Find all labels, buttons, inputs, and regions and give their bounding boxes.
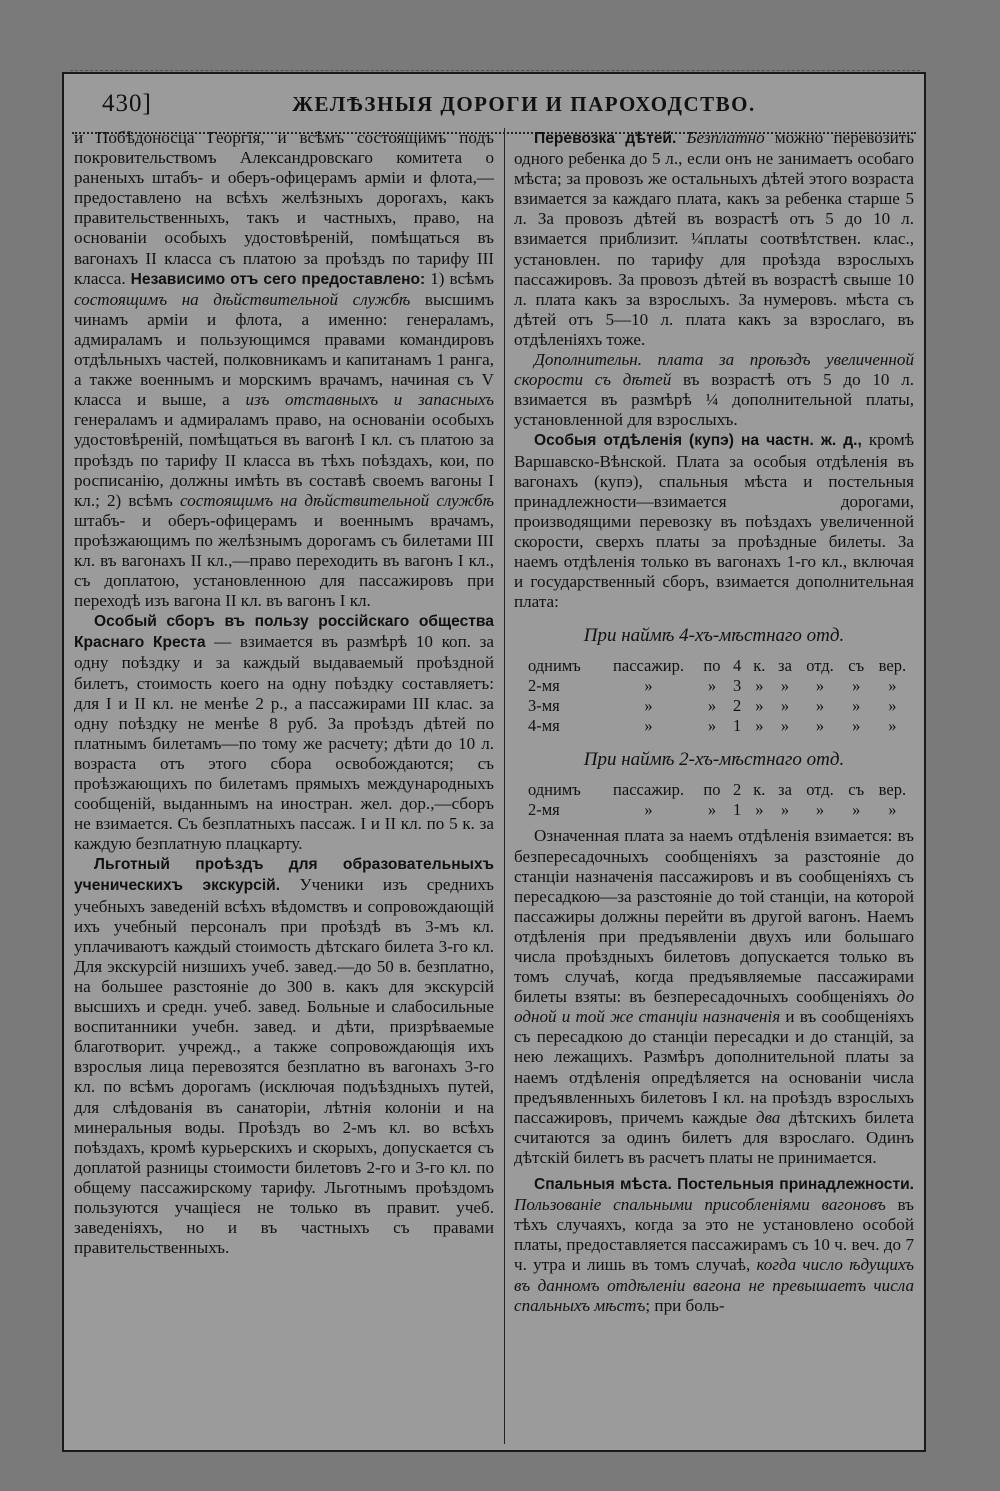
- table-cell: 3-мя: [528, 696, 560, 716]
- section-heading-inline: Независимо отъ сего предоставлено:: [130, 270, 426, 288]
- table-cell: »: [888, 696, 897, 716]
- text-run: штабъ- и оберъ-офицерамъ и военнымъ врачамъ, проѣзжающимъ по желѣзнымъ дорогамъ съ билетами III кл. въ вагонахъ II кл.,—право переходить въ вагонъ I кл., съ доплатою, установленною для пассажировъ при переходѣ изъ вагона II кл. въ вагонъ I кл.: [74, 510, 494, 611]
- table-cell: вер.: [878, 780, 907, 800]
- text-run: и въ сообщеніяхъ съ пересадкою до станціи пересадки и до станцій, за нею лежащихъ. Размѣръ дополнительной платы за наемъ отдѣленія опредѣляется на основаніи числа предъявленныхъ билетовъ I кл. на проѣздъ взрослыхъ пассажировъ, причемъ каждые: [514, 1007, 914, 1127]
- table-cell: 2: [733, 780, 742, 800]
- text-run: высшимъ чинамъ арміи и флота, а именно: генераламъ, адмираламъ и пользующимся правами командировъ отдѣльныхъ частей, полковникамъ и капитанамъ 1 ранга, а также военнымъ и морскимъ врачамъ, начиная съ V класса и выше, а: [74, 289, 494, 410]
- text-run: кромѣ Варшавско-Вѣнской. Плата за особыя отдѣленія въ вагонахъ (купэ), спальныя мѣста и постельныя принадлежности—взимается дорогами, производящими перевозку въ поѣздахъ увеличенной скорости, сверхъ платы за проѣздные билеты. За наемъ отдѣленія только въ вагонахъ 1-го кл., включая и государственный сборъ, взимается дополнительная плата:: [514, 430, 914, 612]
- table-cell: отд.: [806, 656, 834, 676]
- emphasis: два: [755, 1107, 781, 1127]
- table-row: [514, 676, 914, 696]
- table-cell: »: [888, 800, 897, 820]
- table-row: [514, 656, 914, 676]
- page-header: [64, 84, 924, 124]
- book-page: [62, 72, 926, 1452]
- text-run: Означенная плата за наемъ отдѣленія взимается: въ безпересадочныхъ сообщеніяхъ за разстояніе до станціи назначенія пассажировъ и въ сообщеніяхъ съ пересадкою—за разстояніе до той станціи, на которой пассажиры должны перейти въ другой вагонъ. Наемъ отдѣленія при предъявленіи двухъ или большаго числа проѣздныхъ билетовъ допускается только въ томъ случаѣ, когда предъявляемые пассажирами билеты взяты: въ безпересадочныхъ сообщеніяхъ: [514, 826, 914, 1007]
- emphasis: состоящимъ на дѣйствительной службѣ: [179, 490, 494, 510]
- table-cell: за: [778, 656, 792, 676]
- text-run: генераламъ и адмираламъ право, на основаніи особыхъ удостовѣреній, помѣщаться въ вагонѣ I кл. съ платою за проѣздъ по тарифу II класса въ тѣхъ поѣздахъ, кои, по росписанію, должны имѣть въ составѣ своемъ вагоны I кл.; 2) всѣмъ: [74, 410, 494, 510]
- table-cell: »: [755, 676, 764, 696]
- emphasis: изъ отставныхъ и запасныхъ: [245, 390, 494, 410]
- table-cell: по: [703, 780, 721, 800]
- table-row: [514, 696, 914, 716]
- text-run: можно перевозить одного ребенка до 5 л., если онъ не занимаетъ особаго мѣста; за провозъ же остальныхъ дѣтей этого возраста взимается за каждаго плата, какъ за ребенка старше 5 л. За провозъ дѣтей въ возрастѣ отъ 5 до 10 л. взимается приблизит. ¼платы соотвѣтствен. клас., установлен. по тарифу для проѣзда взрослыхъ пассажировъ. За провозъ дѣтей въ возрастѣ свыше 10 л. плата какъ за взрослыхъ. За нумеровъ. мѣста съ дѣтей отъ 5—10 л. плата какъ за взрослаго, въ отдѣленіяхъ тоже.: [514, 128, 914, 349]
- table-cell: »: [755, 716, 764, 736]
- table-cell: пассажир.: [613, 656, 684, 676]
- table-cell: »: [707, 676, 717, 696]
- fare-table-2-seat: [514, 780, 914, 820]
- table-cell: »: [852, 716, 861, 736]
- table-cell: »: [707, 716, 717, 736]
- table-cell: »: [644, 696, 653, 716]
- section-heading-inline: Особыя отдѣленія (купэ) на частн. ж. д.,: [534, 432, 862, 450]
- table-title-4-seat: При наймѣ 4-хъ-мѣстнаго отд.: [583, 625, 845, 647]
- table-cell: 2: [733, 696, 742, 716]
- text-run: — взимается въ размѣрѣ 10 коп. за одну поѣздку и за каждый выдаваемый проѣздной билетъ, стоимость коего на одну поѣздку составляетъ: для I и II кл. не менѣе 2 р., а пассажирами III клас. за одну поѣздку не менѣе 8 руб. За проѣздъ дѣтей по платнымъ билетамъ—по тому же расчету; дѣти до 10 л. возраста отъ этого сбора освобождаются; съ проѣзжающихъ по билетамъ прямыхъ международныхъ сообщеній, выданнымъ на иностран. жел. дор.,—сборъ не взимается. Съ безплатныхъ пассаж. I и II кл. по 5 к. за каждую безплатную плацкарту.: [74, 632, 494, 854]
- emphasis: состоящимъ на дѣйствительной службѣ: [74, 289, 411, 309]
- emphasis: Пользованіе спальными присобленіями вагоновъ: [514, 1195, 886, 1215]
- emphasis: Безплатно: [686, 128, 765, 147]
- table-cell: »: [780, 696, 790, 716]
- table-row: [514, 800, 914, 820]
- table-cell: »: [644, 800, 653, 820]
- table-cell: »: [707, 800, 717, 820]
- table-cell: 3: [733, 676, 742, 696]
- table-cell: »: [707, 696, 717, 716]
- table-cell: 4-мя: [528, 716, 560, 736]
- text-run: [676, 128, 686, 147]
- table-cell: »: [644, 676, 653, 696]
- table-cell: »: [644, 716, 653, 736]
- table-cell: 2-мя: [528, 800, 560, 820]
- table-cell: вер.: [878, 656, 907, 676]
- section-heading-inline: Льготный проѣздъ для образовательныхъ ученическихъ экскурсій.: [74, 856, 494, 895]
- emphasis: до одной и той же станціи назначенія: [514, 987, 914, 1027]
- table-cell: »: [815, 696, 825, 716]
- table-row: [514, 780, 914, 800]
- table-cell: »: [755, 800, 764, 820]
- table-cell: пассажир.: [613, 780, 684, 800]
- table-cell: однимъ: [528, 780, 581, 800]
- table-cell: »: [780, 800, 790, 820]
- scan-edge-decoration: [70, 60, 920, 71]
- table-cell: »: [780, 676, 790, 696]
- table-cell: съ: [848, 656, 865, 676]
- table-cell: однимъ: [528, 656, 581, 676]
- table-cell: за: [778, 780, 792, 800]
- table-cell: съ: [848, 780, 865, 800]
- section-heading-inline: Особый сборъ въ пользу россійскаго общества Краснаго Креста: [74, 613, 494, 652]
- fare-table-4-seat: [514, 656, 914, 736]
- table-cell: 2-мя: [528, 676, 560, 696]
- section-heading-inline: Спальныя мѣста. Постельныя принадлежности.: [534, 1176, 914, 1194]
- table-cell: »: [815, 676, 825, 696]
- emphasis: когда число ѣдущихъ въ данномъ отдѣленіи вагона не превышаетъ числа спальныхъ мѣстъ: [514, 1255, 915, 1315]
- paragraph-extra-speed-fee: [514, 350, 914, 430]
- left-column: [74, 128, 494, 1444]
- paragraph-compartments: [514, 430, 914, 612]
- table-cell: по: [703, 656, 721, 676]
- column-divider: [504, 128, 505, 1444]
- table-row: [514, 716, 914, 736]
- page-number: 430]: [102, 90, 152, 117]
- text-run: ; при боль-: [645, 1295, 725, 1315]
- table-cell: »: [815, 716, 825, 736]
- table-cell: »: [852, 800, 861, 820]
- right-column: [514, 128, 914, 1444]
- table-cell: »: [888, 676, 897, 696]
- table-cell: 4: [733, 656, 742, 676]
- text-run: въ возрастѣ отъ 5 до 10 л. взимается въ размѣрѣ ¼ дополнительной платы, установленной для взрослыхъ.: [514, 370, 914, 430]
- table-cell: »: [755, 696, 764, 716]
- table-cell: »: [852, 676, 861, 696]
- table-cell: »: [852, 696, 861, 716]
- table-cell: 1: [733, 716, 742, 736]
- table-cell: 1: [733, 800, 742, 820]
- text-run: Ученики изъ среднихъ учебныхъ заведеній всѣхъ вѣдомствъ и сопровождающій ихъ учебный персоналъ при проѣздѣ въ 3-мъ кл. уплачиваютъ каждый стоимость дѣтскаго билета 3-го кл. Для экскурсій низшихъ учеб. завед.—до 50 в. безплатно, на большее разстояніе до 300 в. какъ для экскурсій высшихъ и средн. учеб. завед. Больные и слабосильные воспитанники учебн. завед. и дѣти, призрѣваемые благотворит. учрежд., а также сопровождающія ихъ взрослыя лица перевозятся безплатно въ вагонахъ 3-го кл. по всѣмъ дорогамъ (исключая подъѣздныхъ путей, для слѣдованія въ санаторіи, лѣтнія колоніи и на минеральныя воды. Проѣздъ во 2-мъ кл. во всѣхъ поѣздахъ, кромѣ курьерскихъ и скорыхъ, допускается съ доплатой разницы стоимости билетовъ 2-го и 3-го кл. по общему пассажирскому тарифу. Льготнымъ проѣздомъ пользуются учащіеся не только въ правит. учеб. заведеніяхъ, но и въ частныхъ съ правами правительственныхъ.: [74, 875, 494, 1258]
- emphasis: Дополнительн. плата за проѣздъ увеличенной скорости съ дѣтей: [514, 350, 914, 390]
- table-cell: к.: [753, 780, 766, 800]
- text-run: дѣтскихъ билета считаются за одинъ билетъ для взрослаго. Одинъ дѣтскій билетъ въ расчетъ платы не принимается.: [514, 1107, 914, 1167]
- table-title-2-seat: При наймѣ 2-хъ-мѣстнаго отд.: [583, 749, 845, 771]
- paragraph-student-excursions: [74, 854, 494, 1258]
- text-run: 1) всѣмъ: [425, 268, 494, 288]
- section-heading-inline: Перевозка дѣтей.: [534, 130, 677, 147]
- running-title: ЖЕЛѢЗНЫЯ ДОРОГИ И ПАРОХОДСТВО.: [292, 92, 756, 116]
- paragraph-red-cross-fee: [74, 611, 494, 854]
- paragraph-compartment-fee-rules: [514, 826, 914, 1168]
- paragraph-privileges: [74, 128, 494, 611]
- table-cell: »: [888, 716, 897, 736]
- table-cell: »: [815, 800, 825, 820]
- text-run: въ тѣхъ случаяхъ, когда за это не установлено особой платы, предоставляется пассажирамъ съ 10 ч. веч. до 7 ч. утра и лишь въ томъ случаѣ,: [514, 1195, 914, 1275]
- table-cell: отд.: [806, 780, 834, 800]
- paragraph-children-transport: [514, 128, 914, 350]
- paragraph-sleeping-places: [514, 1174, 914, 1316]
- table-cell: »: [780, 716, 790, 736]
- text-run: и Побѣдоносца Георгія, и всѣмъ состоящимъ подъ покровительствомъ Александровскаго комитета о раненыхъ штабъ- и оберъ-офицерамъ арміи и флота,—предоставлено на всѣхъ желѣзныхъ дорогахъ, какъ правительственныхъ, такъ и частныхъ, право, на основаніи особыхъ удостовѣреній, помѣщаться въ вагонахъ II класса съ платою за проѣздъ по тарифу III класса.: [74, 128, 494, 288]
- table-cell: к.: [753, 656, 766, 676]
